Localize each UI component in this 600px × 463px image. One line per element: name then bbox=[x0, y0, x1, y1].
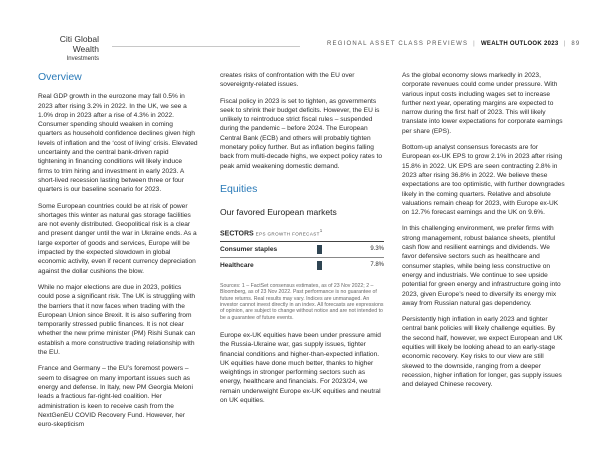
table-row bbox=[220, 242, 384, 258]
equities-heading: Equities bbox=[220, 182, 258, 195]
paragraph: France and Germany – the EU’s foremost powers – seem to disagree on many important issues such as energy and defense. In Italy, new PM Georgia Meloni leads a fractious far-right-led coalition. Her administration is keen to receive cash from the NextGenEU COVID Recovery Fund. However, her euro-skepticism bbox=[38, 365, 193, 429]
sector-label: Healthcare bbox=[220, 262, 254, 270]
sector-value: 9.3% bbox=[370, 246, 384, 253]
column-3 bbox=[402, 71, 566, 397]
brand-name: Citi Global Wealth bbox=[59, 34, 99, 54]
paragraph: In this challenging environment, we prefer firms with strong management, robust balance sheets, plentiful cash flow and resilient earnings and dividends. We favor defensive sectors such as healthcare and consumer staples, while being less constructive on energy and industrials. We continue to see upside potential for green energy and infrastructure going into 2023, given Europe’s need to diversify its energy mix away from Russian natural gas dependency. bbox=[402, 225, 561, 307]
sectors-table bbox=[220, 226, 384, 274]
paragraph: Persistently high inflation in early 2023 and tighter central bank policies will likely challenge equities. By the second half, however, we expect European and UK equities will likely be looking ahead to an early-stage economic recovery. Key risks to our view are still skewed to the downside, ranging from a deeper recession, higher inflation for longer, gas supply issues and delayed Chinese recovery. bbox=[402, 316, 563, 389]
page-number: 89 bbox=[571, 41, 581, 47]
overview-heading: Overview bbox=[38, 71, 82, 83]
sector-bar bbox=[317, 245, 322, 254]
footnote-mark: 1 bbox=[319, 227, 323, 233]
publication-title: WEALTH OUTLOOK 2023 bbox=[480, 41, 559, 47]
sector-bar bbox=[317, 261, 322, 270]
brand-sub: Investments bbox=[66, 56, 99, 62]
paragraph: Real GDP growth in the eurozone may fall 0.5% in 2023 after rising 3.2% in 2022. In the UK, we see a 1.0% drop in 2023 after a rise of 4.3% in 2022. Consumer spending should weaken in coming quarters as household confidence declines given high levels of inflation and the ‘cost of living’ crisis. Elevated uncertainty and the central bank-driven rapid tightening in financing conditions will likely induce firms to trim hiring and investment in early 2023. A short-lived recession lasting between three or four quarters is our baseline scenario for 2023. bbox=[38, 93, 198, 194]
brand-logo bbox=[36, 34, 99, 62]
table-caption: Our favored European markets bbox=[220, 207, 337, 218]
table-subtitle: EPS GROWTH FORECAST bbox=[255, 230, 320, 236]
paragraph: creates risks of confrontation with the EU over sovereignty-related issues. bbox=[220, 72, 355, 89]
column-2 bbox=[220, 71, 384, 412]
paragraph: Europe ex-UK equities have been under pressure amid the Russia-Ukraine war, gas supply issues, tighter financial conditions and higher-than-expected inflation. UK equities have done much better, thanks to higher weightings in stronger performing sectors such as energy, healthcare and financials. For 2023/24, we remain underweight Europe ex-UK equities and neutral on UK equities. bbox=[220, 331, 381, 405]
header-rule bbox=[112, 46, 300, 47]
sector-label: Consumer staples bbox=[220, 246, 278, 254]
paragraph: Fiscal policy in 2023 is set to tighten, as governments seek to shrink their budget deficits. However, the EU is unlikely to reintroduce strict fiscal rules – suspended during the pandemic – before 2024. The European Central Bank (ECB) and others will probably tighten monetary policy further. But as inflation begins falling back from multi-decade highs, we expect policy rates to peak amid weakening domestic demand. bbox=[220, 97, 382, 170]
paragraph: Bottom-up analyst consensus forecasts are for European ex-UK EPS to grow 2.1% in 2023 after rising 15.8% in 2022. UK EPS are seen contracting 2.8% in 2023 after rising 36.8% in 2022. We believe these expectations are too optimistic, with further downgrades likely in the coming quarters. Relative and absolute valuations remain cheap for 2023, with Europe ex-UK on 12.7% forecast earnings and the UK on 9.6%. bbox=[402, 144, 565, 217]
section-title: REGIONAL ASSET CLASS PREVIEWS bbox=[327, 41, 469, 47]
sector-value: 7.8% bbox=[370, 262, 384, 269]
table-title: SECTORS bbox=[220, 229, 254, 237]
paragraph: As the global economy slows markedly in 2023, corporate revenues could come under pressure. With various input costs including wages set to increase further next year, operating margins are expected to narrow during the first half of 2023. This will likely translate into lower expectations for corporate earnings per share (EPS). bbox=[402, 72, 563, 135]
paragraph: Some European countries could be at risk of power shortages this winter as natural gas storage facilities are not evenly distributed. Geopolitical risk is a clear and present danger until the war in Ukraine ends. As a large exporter of goods and services, Europe will be impacted by the expected slowdown in global economic activity, even if recent currency depreciation against the dollar cushions the blow. bbox=[38, 202, 197, 275]
paragraph: While no major elections are due in 2023, politics could pose a significant risk. The UK is struggling with the barriers that it now faces when trading with the European Union since Brexit. It is also suffering from temporarily stressed public finances. It is not clear whether the new prime minister (PM) Rishi Sunak can establish a more constructive trading relationship with the EU. bbox=[38, 283, 196, 357]
table-header bbox=[220, 226, 384, 243]
sources-note: Sources: 1 – FactSet consensus estimates, as of 23 Nov 2022; 2 – Bloomberg, as of 23 Nov 2022. Past performance is no guarantee of future returns. Real results may vary. Indices are unmanaged. An investor cannot invest directly in an index. All forecasts are expressions of opinion, are subject to change without notice and are not intended to be a guarantee of future events. bbox=[220, 283, 384, 321]
running-header: REGIONAL ASSET CLASS PREVIEWS | WEALTH OUTLOOK 2023 | 89 bbox=[327, 41, 581, 47]
table-row bbox=[220, 258, 384, 273]
column-1 bbox=[38, 71, 198, 436]
